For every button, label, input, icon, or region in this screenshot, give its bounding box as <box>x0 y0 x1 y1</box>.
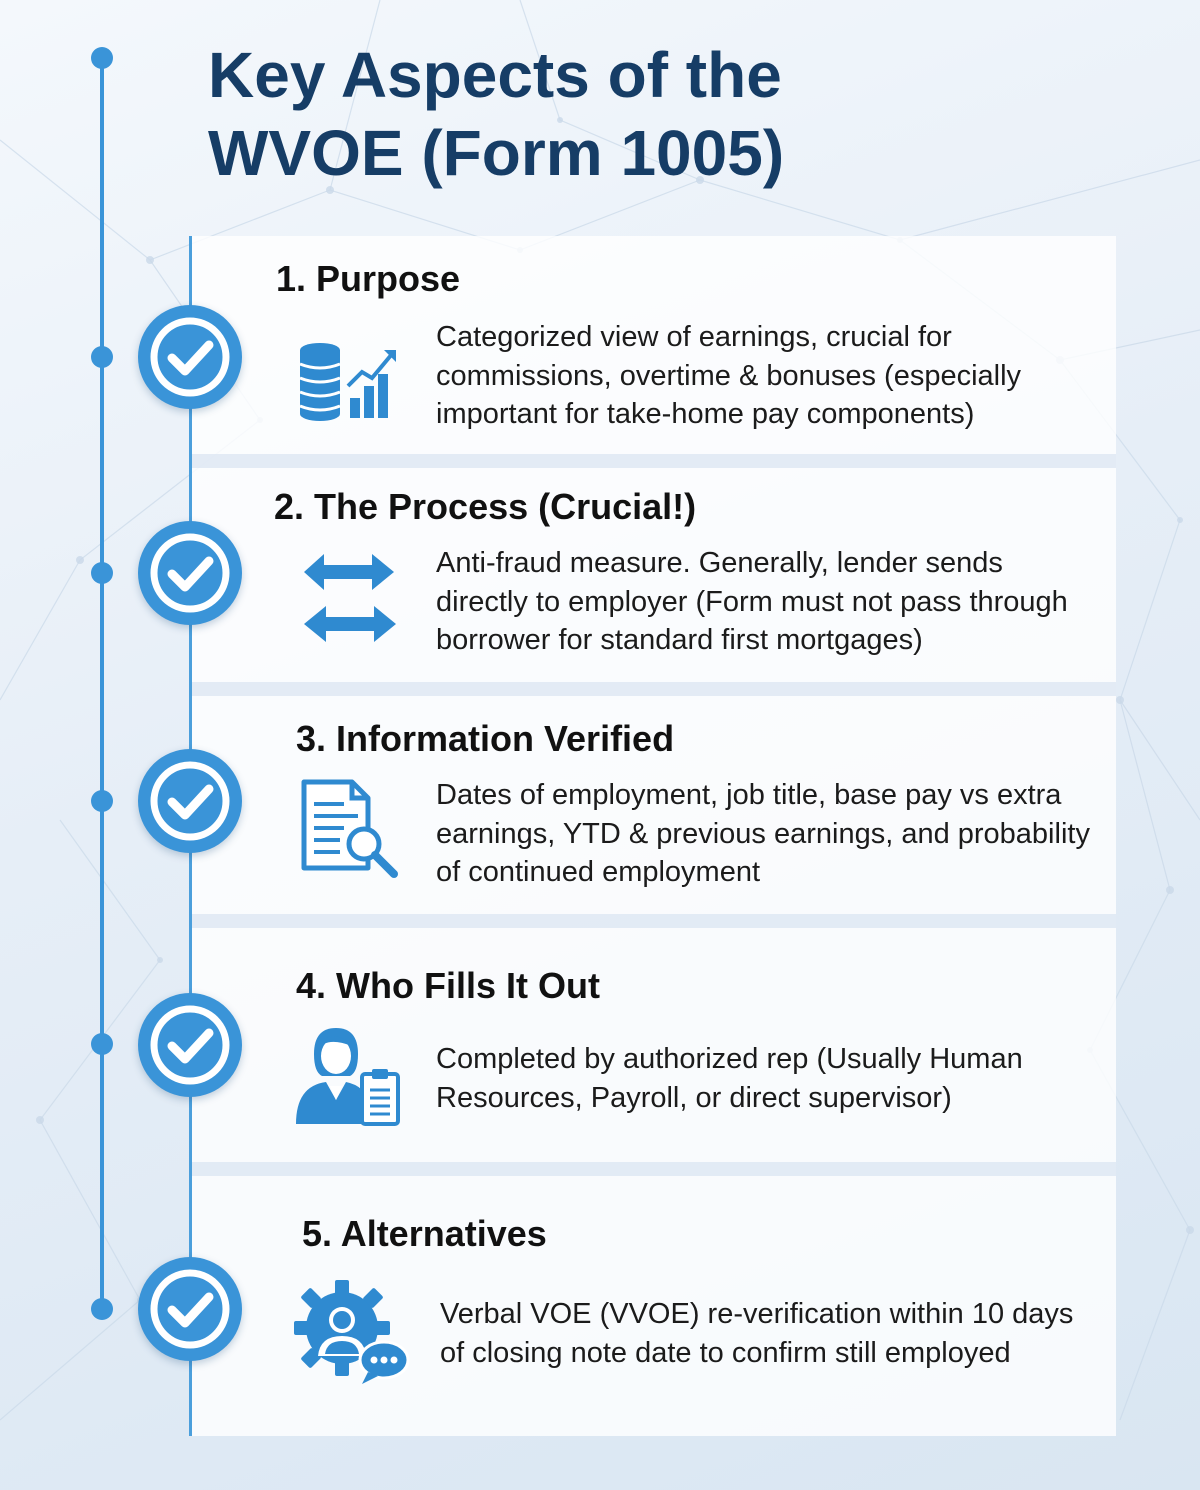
timeline-dot <box>91 47 113 69</box>
description-line: Resources, Payroll, or direct supervisor) <box>436 1081 952 1114</box>
section-heading-purpose: 1. Purpose <box>276 258 461 299</box>
description-line: Categorized view of earnings, crucial for <box>436 321 952 353</box>
checkmark-circle-icon <box>138 1257 242 1361</box>
timeline-dot <box>91 346 113 368</box>
gear-person-chat-icon <box>294 1278 410 1391</box>
timeline-dot <box>91 1298 113 1320</box>
person-clipboard-icon <box>294 1024 404 1133</box>
description-line: of continued employment <box>436 856 761 888</box>
section-heading-process: 2. The Process (Crucial!) <box>274 486 697 527</box>
timeline-dot <box>91 562 113 584</box>
section-heading-who: 4. Who Fills It Out <box>296 965 600 1006</box>
description-line: Completed by authorized rep (Usually Human <box>436 1043 1023 1075</box>
description-line: Verbal VOE (VVOE) re-verification within 10 days <box>440 1298 1074 1330</box>
description-line: Anti-fraud measure. Generally, lender sends <box>436 547 1003 579</box>
section-description-alternatives <box>440 1295 1130 1372</box>
description-line: important for take-home pay components) <box>436 398 975 430</box>
description-line: Dates of employment, job title, base pay vs extra <box>436 779 1062 811</box>
section-description-information <box>436 776 1126 892</box>
description-line: earnings, YTD & previous earnings, and probability <box>436 817 1090 850</box>
checkmark-circle-icon <box>138 749 242 853</box>
exchange-arrows-icon <box>302 550 398 651</box>
checkmark-circle-icon <box>138 993 242 1097</box>
section-description-process <box>436 544 1126 660</box>
page-title <box>208 36 1108 192</box>
section-heading-information: 3. Information Verified <box>296 718 675 759</box>
document-search-icon <box>300 778 400 883</box>
checkmark-circle-icon <box>138 521 242 625</box>
timeline-rail <box>100 58 104 1311</box>
section-description-purpose <box>436 318 1126 434</box>
description-line: commissions, overtime & bonuses (especially <box>436 359 1022 392</box>
page-title-line-1: Key Aspects of the <box>208 39 782 111</box>
timeline-dot <box>91 790 113 812</box>
database-growth-chart-icon <box>296 340 402 427</box>
description-line: borrower for standard first mortgages) <box>436 624 923 656</box>
timeline-dot <box>91 1033 113 1055</box>
checkmark-circle-icon <box>138 305 242 409</box>
page-title-line-2: WVOE (Form 1005) <box>208 117 785 189</box>
description-line: of closing note date to confirm still employed <box>440 1336 1011 1369</box>
section-heading-alternatives: 5. Alternatives <box>302 1213 547 1254</box>
description-line: directly to employer (Form must not pass through <box>436 585 1068 618</box>
section-description-who <box>436 1040 1126 1117</box>
